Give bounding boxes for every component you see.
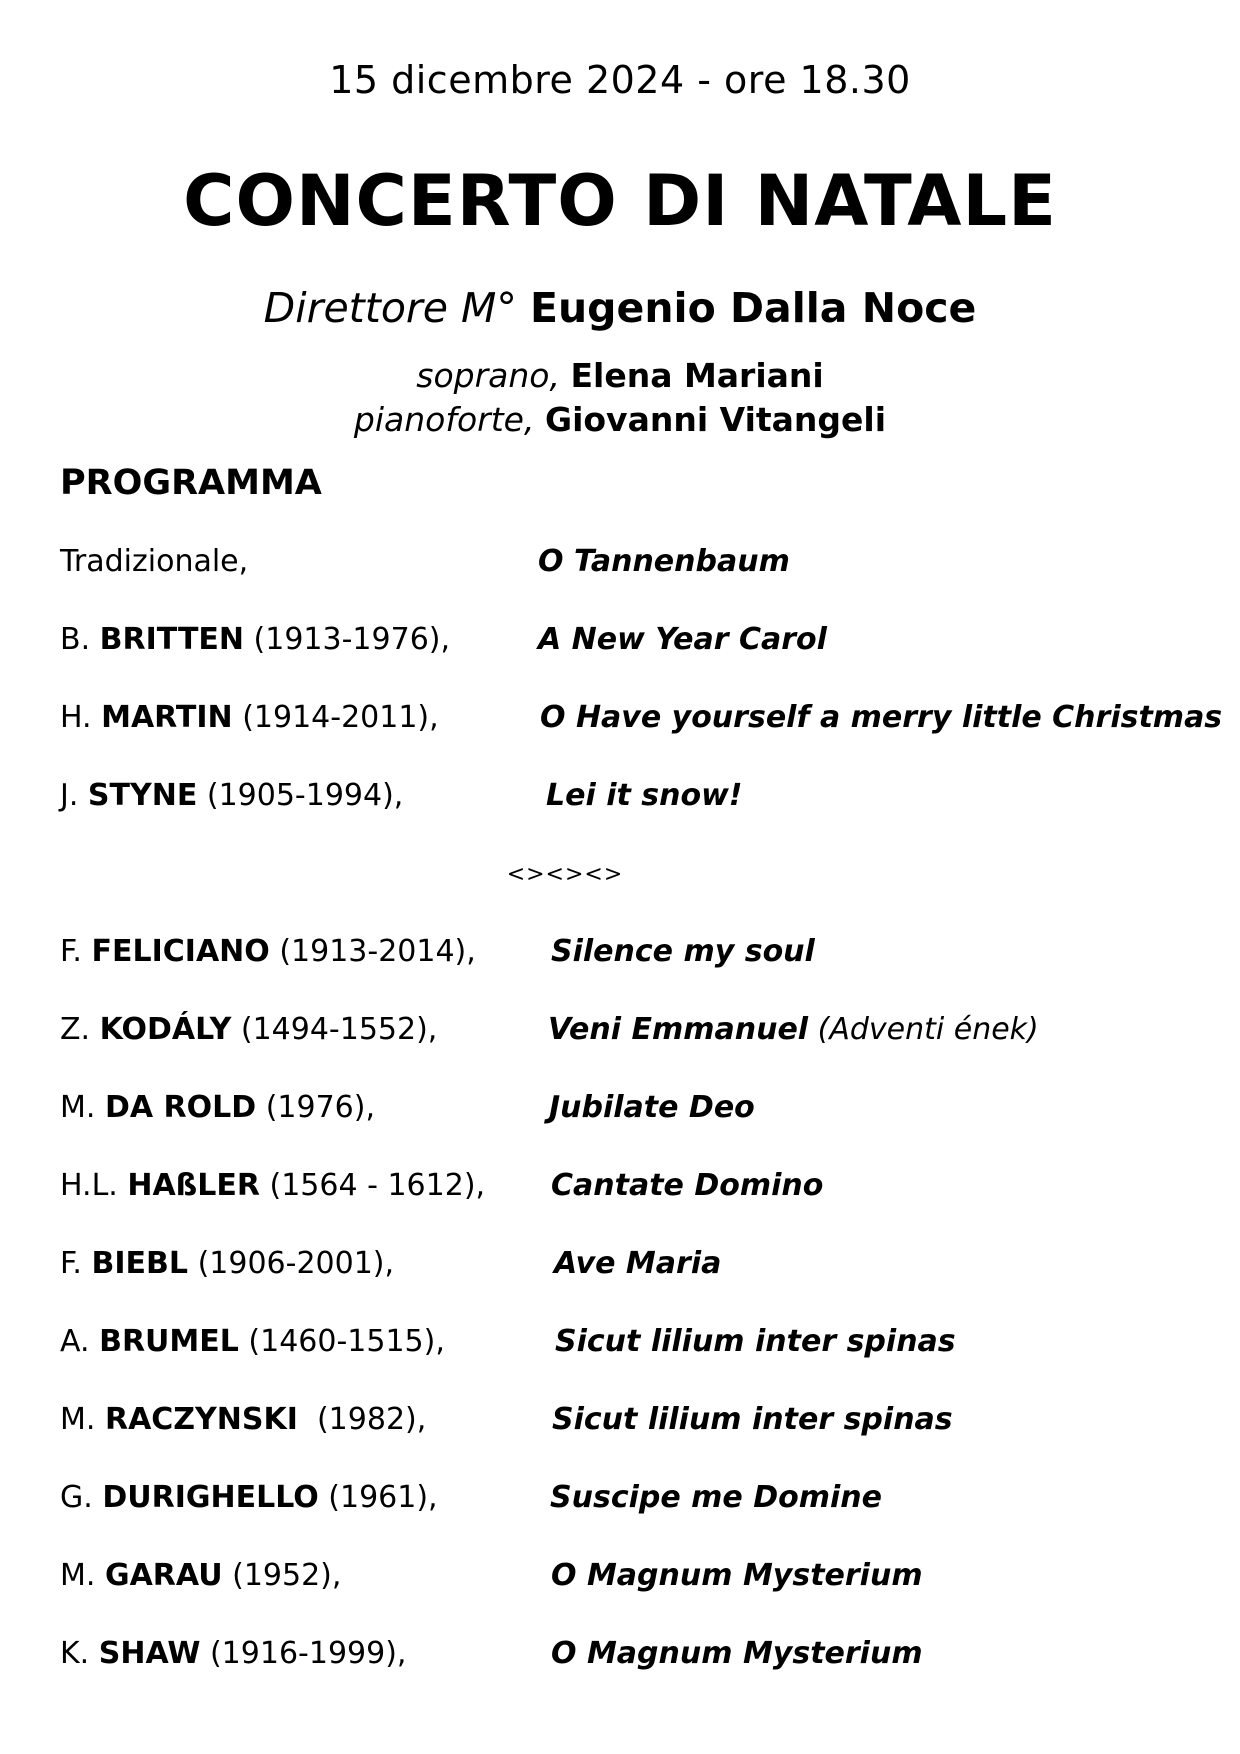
composer-surname: HAßLER — [127, 1168, 260, 1203]
composer-dates: (1914-2011), — [232, 700, 439, 735]
work-name: A New Year Carol — [538, 622, 827, 657]
work-title — [538, 622, 827, 657]
work-title — [554, 1246, 721, 1281]
composer-initial: A. — [60, 1324, 100, 1359]
composer — [60, 1558, 341, 1593]
composer — [60, 1636, 406, 1671]
work-name: Sicut lilium inter spinas — [552, 1402, 953, 1437]
composer-surname: GARAU — [104, 1558, 223, 1593]
program-row — [60, 622, 1220, 666]
composer-initial: K. — [60, 1636, 99, 1671]
composer-initial: M. — [60, 1558, 105, 1593]
composer-surname: BRITTEN — [99, 622, 245, 657]
work-title — [555, 1324, 956, 1359]
composer-dates: (1916-1999), — [200, 1636, 407, 1671]
program-row — [60, 1402, 1220, 1446]
composer-initial: F. — [60, 934, 92, 969]
page-title: CONCERTO DI NATALE — [183, 160, 1057, 242]
work-title — [551, 1168, 823, 1203]
composer — [60, 1246, 394, 1281]
composer-surname: DURIGHELLO — [102, 1480, 319, 1515]
program-row — [60, 1012, 1220, 1056]
performer-name: Elena Mariani — [570, 356, 824, 395]
work-name: O Magnum Mysterium — [551, 1558, 923, 1593]
work-title — [546, 778, 742, 813]
composer-surname: BIEBL — [91, 1246, 189, 1281]
work-name: O Have yourself a merry little Christmas — [540, 700, 1223, 735]
performer-line — [0, 400, 1240, 439]
program-row — [60, 1480, 1220, 1524]
program-row — [60, 778, 1220, 822]
composer-dates: (1460-1515), — [238, 1324, 445, 1359]
program-row — [60, 934, 1220, 978]
composer — [60, 1012, 437, 1047]
composer — [60, 622, 450, 657]
composer-initial: H. — [60, 700, 102, 735]
composer-initial: B. — [60, 622, 100, 657]
section-separator: <><><> — [506, 862, 624, 887]
work-name: Sicut lilium inter spinas — [555, 1324, 956, 1359]
composer-surname: RACZYNSKI — [104, 1402, 298, 1437]
program-row — [60, 700, 1223, 744]
work-name: Cantate Domino — [551, 1168, 824, 1203]
composer — [60, 1324, 445, 1359]
composer-dates: (1952), — [222, 1558, 342, 1593]
composer-dates: (1961), — [318, 1480, 438, 1515]
composer-dates: (1494-1552), — [231, 1012, 438, 1047]
composer-dates: (1976), — [256, 1090, 375, 1125]
work-title — [548, 1012, 1039, 1047]
program-row — [60, 1636, 1220, 1680]
work-title — [538, 544, 790, 579]
composer-initial: M. — [60, 1402, 105, 1437]
composer-initial: J. — [60, 778, 88, 813]
work-name: Ave Maria — [554, 1246, 722, 1281]
composer-dates: (1564 - 1612), — [259, 1168, 486, 1203]
composer-dates: (1913-1976), — [244, 622, 451, 657]
composer-initial: F. — [60, 1246, 92, 1281]
composer — [60, 1090, 375, 1125]
work-title — [551, 1558, 923, 1593]
composer — [60, 1480, 438, 1515]
composer-surname: FELICIANO — [91, 934, 270, 969]
director-name: Eugenio Dalla Noce — [529, 284, 977, 332]
performer-name: Giovanni Vitangeli — [544, 400, 887, 439]
work-name: Suscipe me Domine — [550, 1480, 882, 1515]
work-name: Jubilate Deo — [549, 1090, 755, 1125]
composer — [60, 1168, 485, 1203]
composer — [60, 700, 439, 735]
composer-surname: SHAW — [98, 1636, 201, 1671]
program-row — [60, 1090, 1220, 1134]
work-name: O Magnum Mysterium — [551, 1636, 923, 1671]
composer-surname: BRUMEL — [99, 1324, 239, 1359]
work-title — [550, 1480, 882, 1515]
composer — [60, 934, 476, 969]
composer-initial: G. — [60, 1480, 103, 1515]
work-note: (Adventi ének) — [808, 1012, 1039, 1047]
program-row — [60, 544, 1220, 588]
composer — [60, 544, 248, 579]
composer — [60, 778, 403, 813]
program-row — [60, 1324, 1220, 1368]
composer-dates: (1905-1994), — [197, 778, 404, 813]
work-name: Lei it snow! — [546, 778, 743, 813]
work-name: Silence my soul — [551, 934, 815, 969]
composer-initial: Tradizionale, — [60, 544, 249, 579]
work-name: O Tannenbaum — [538, 544, 790, 579]
composer — [60, 1402, 426, 1437]
composer-surname: DA ROLD — [104, 1090, 257, 1125]
program-row — [60, 1168, 1220, 1212]
programma-heading: PROGRAMMA — [60, 463, 322, 503]
performer-role: soprano, — [416, 356, 560, 395]
program-row — [60, 1558, 1220, 1602]
concert-date: 15 dicembre 2024 - ore 18.30 — [329, 58, 911, 102]
work-title — [549, 1090, 755, 1125]
composer-initial: M. — [60, 1090, 105, 1125]
performer-line — [0, 356, 1240, 395]
program-row — [60, 1246, 1220, 1290]
work-title — [552, 1402, 953, 1437]
composer-initial: H.L. — [60, 1168, 128, 1203]
work-title — [551, 1636, 923, 1671]
composer-surname: MARTIN — [101, 700, 233, 735]
work-title — [551, 934, 815, 969]
composer-surname: KODÁLY — [99, 1012, 232, 1047]
composer-dates: (1982), — [297, 1402, 427, 1437]
composer-dates: (1913-2014), — [269, 934, 476, 969]
work-name: Veni Emmanuel — [548, 1012, 809, 1047]
director-line — [0, 284, 1240, 332]
composer-initial: Z. — [60, 1012, 100, 1047]
director-role: Direttore M° — [263, 284, 517, 332]
composer-surname: STYNE — [87, 778, 198, 813]
performer-role: pianoforte, — [353, 400, 535, 439]
composer-dates: (1906-2001), — [188, 1246, 395, 1281]
work-title — [540, 700, 1222, 735]
